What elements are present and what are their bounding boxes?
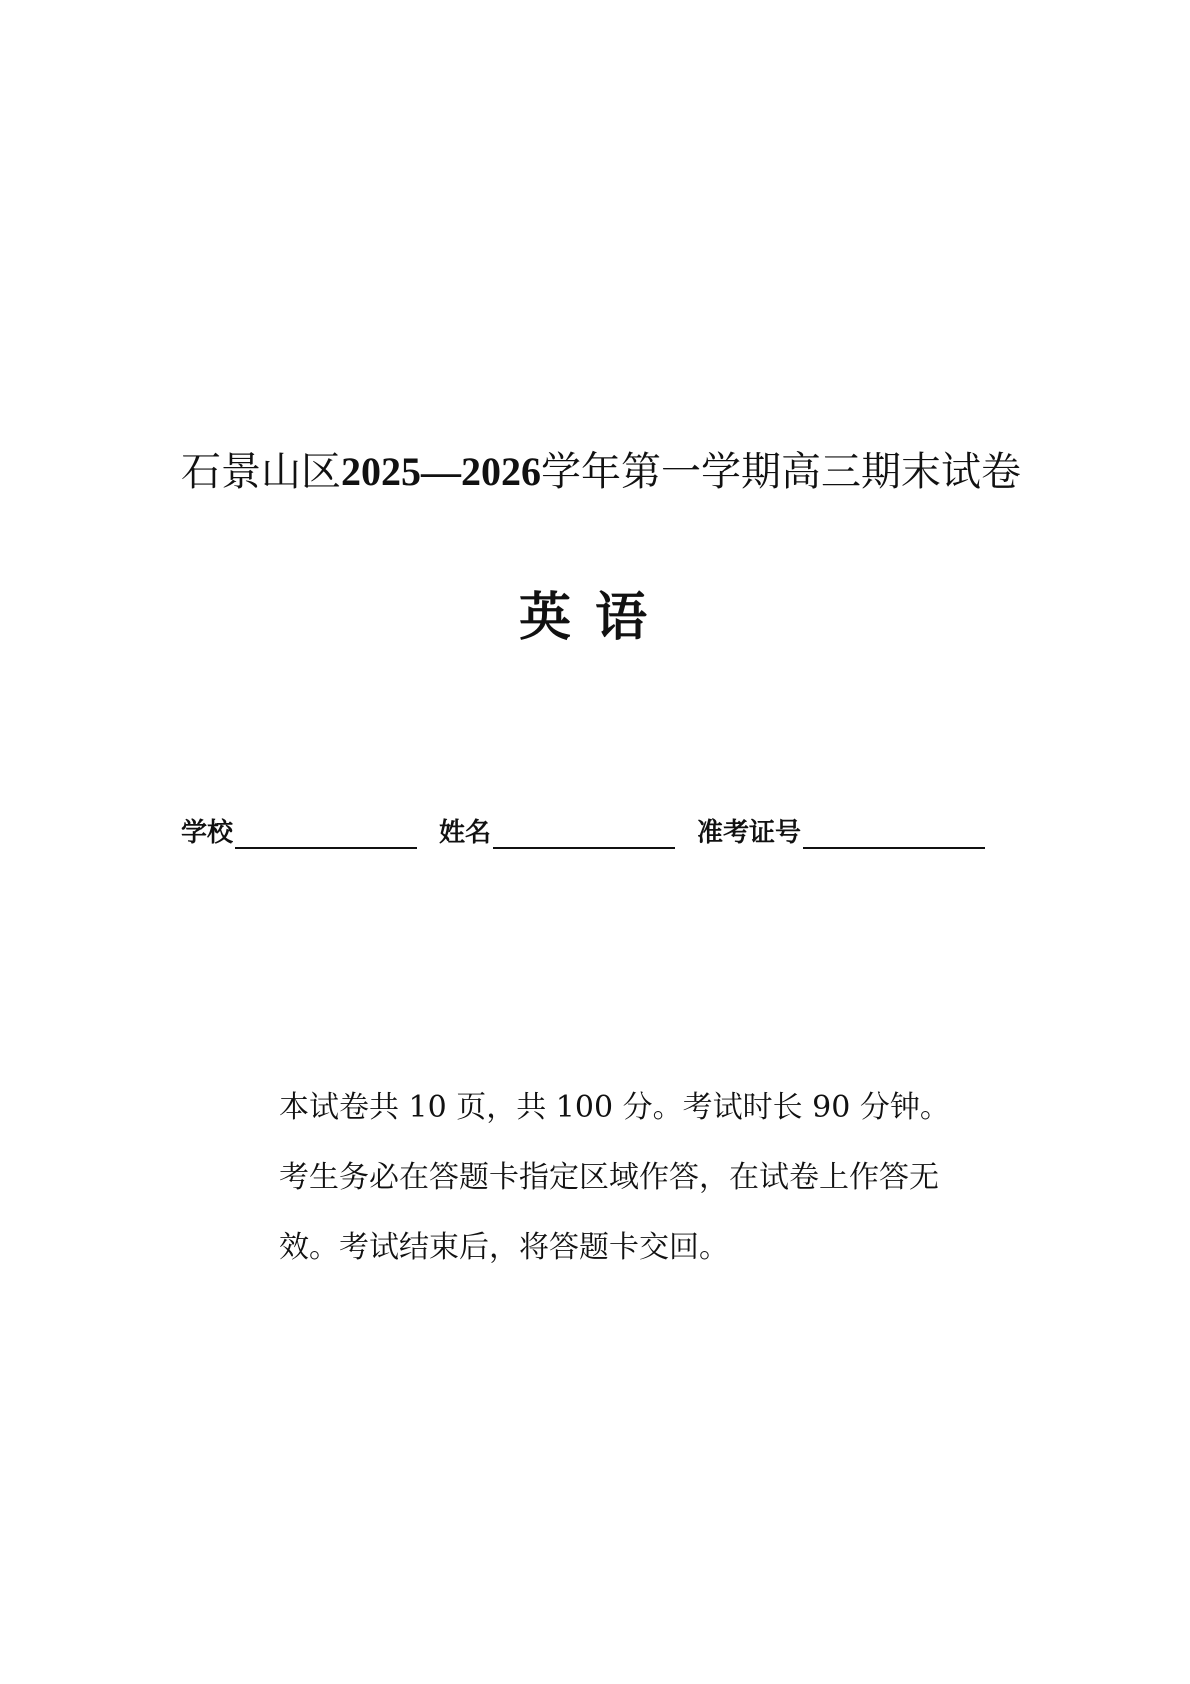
- exam-title: [181, 440, 1021, 497]
- school-label: 学校: [181, 818, 234, 848]
- school-field[interactable]: [181, 812, 417, 849]
- name-field[interactable]: [439, 812, 675, 849]
- exam-instructions: [279, 1073, 959, 1283]
- student-info-fields: [181, 812, 1007, 849]
- name-blank[interactable]: [493, 817, 675, 849]
- exam-id-field[interactable]: [697, 812, 985, 849]
- instruction-line: 效。考试结束后，将答题卡交回。: [279, 1230, 729, 1265]
- exam-id-blank[interactable]: [803, 817, 985, 849]
- name-label: 姓名: [439, 818, 492, 848]
- instruction-line: 本试卷共 10 页，共 100 分。考试时长 90 分钟。: [279, 1090, 950, 1125]
- instruction-line: 考生务必在答题卡指定区域作答，在试卷上作答无: [279, 1160, 939, 1195]
- title-years: 2025—2026: [341, 449, 541, 494]
- exam-id-label: 准考证号: [697, 818, 802, 848]
- school-blank[interactable]: [235, 817, 417, 849]
- title-term: 学年第一学期高三期末试卷: [541, 449, 1021, 495]
- subject-title: 英语: [518, 588, 671, 648]
- title-district: 石景山区: [181, 449, 341, 495]
